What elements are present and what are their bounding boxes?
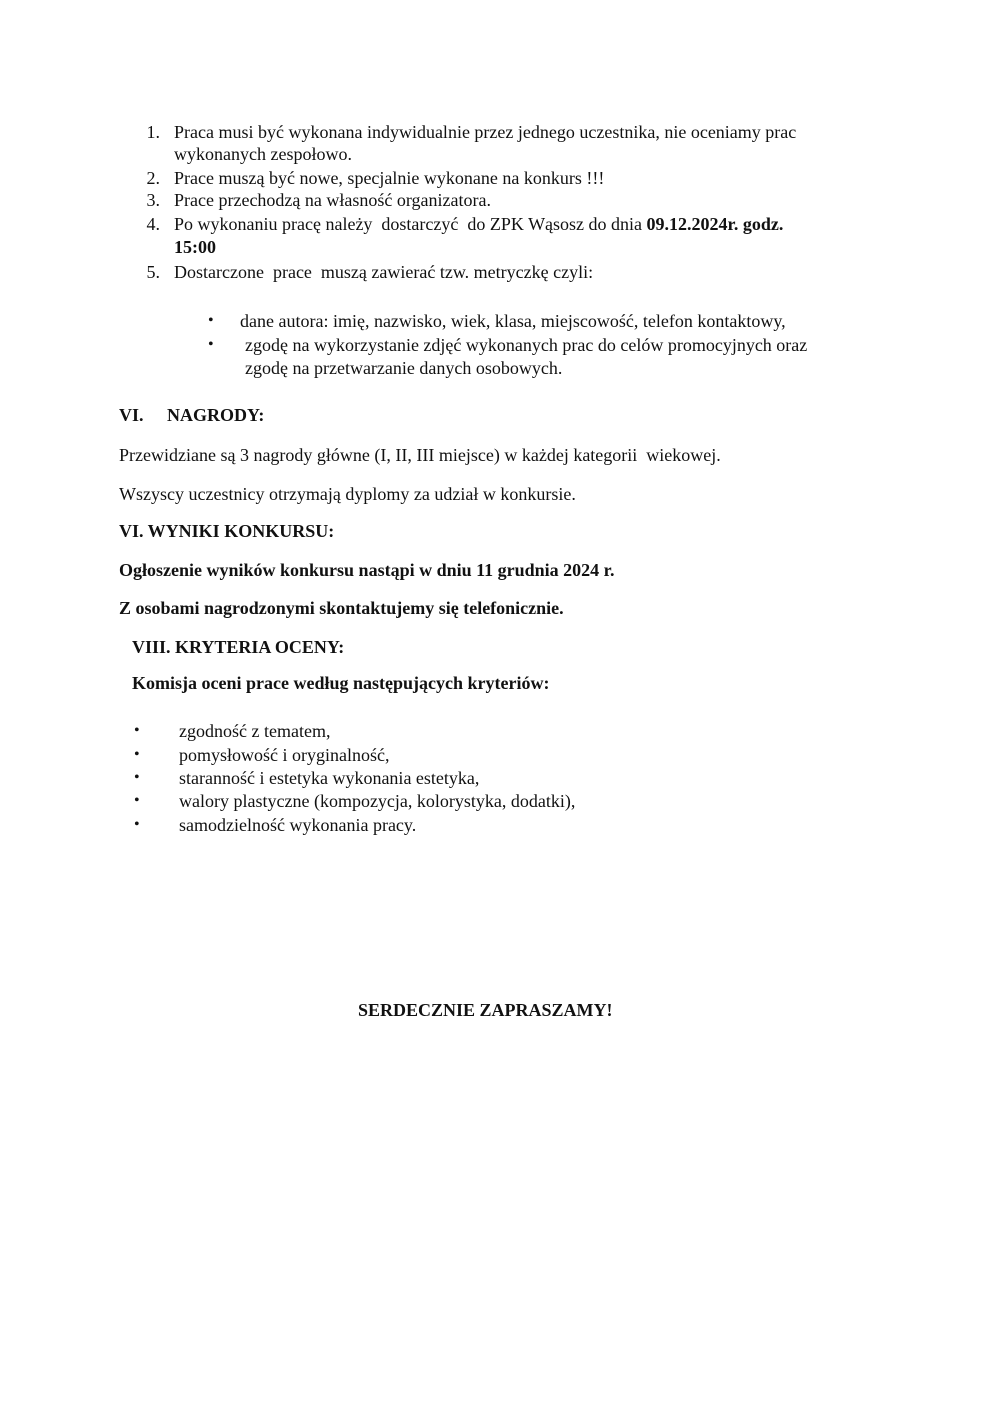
bullet-text: zgodę na wykorzystanie zdjęć wykonanych prac do celów promocyjnych oraz	[245, 335, 808, 355]
bullet-icon: •	[134, 722, 140, 739]
closing-invitation: SERDECZNIE ZAPRASZAMY!	[358, 1000, 613, 1020]
section-title-wyniki: VI. WYNIKI KONKURSU:	[119, 521, 335, 541]
bullet-icon: •	[134, 792, 140, 809]
rule-number: 5.	[146, 262, 160, 282]
rule-text-continued: wykonanych zespołowo.	[174, 144, 352, 164]
rule-number: 2.	[146, 168, 160, 188]
kryteria-item: samodzielność wykonania pracy.	[179, 815, 417, 835]
bullet-icon: •	[134, 769, 140, 786]
rule-text: Prace muszą być nowe, specjalnie wykonane na konkurs !!!	[174, 168, 605, 188]
kryteria-intro: Komisja oceni prace według następujących kryteriów:	[132, 673, 550, 693]
rule-text: Dostarczone prace muszą zawierać tzw. metryczkę czyli:	[174, 262, 594, 282]
bullet-text-continued: zgodę na przetwarzanie danych osobowych.	[245, 358, 563, 378]
nagrody-paragraph: Wszyscy uczestnicy otrzymają dyplomy za udział w konkursie.	[119, 484, 576, 504]
kryteria-item: zgodność z tematem,	[179, 721, 331, 741]
kryteria-item: pomysłowość i oryginalność,	[179, 745, 390, 765]
nagrody-paragraph: Przewidziane są 3 nagrody główne (I, II, III miejsce) w każdej kategorii wiekowej.	[119, 445, 721, 465]
rule-number: 1.	[146, 122, 160, 142]
rule-text: Prace przechodzą na własność organizatora.	[174, 190, 492, 210]
section-title-nagrody: NAGRODY:	[167, 405, 265, 425]
deadline-date: 09.12.2024r. godz.	[646, 214, 784, 234]
section-number-nagrody: VI.	[119, 405, 144, 425]
kryteria-item: walory plastyczne (kompozycja, kolorystyka, dodatki),	[179, 791, 576, 811]
section-title-kryteria: VIII. KRYTERIA OCENY:	[132, 637, 345, 657]
rule-text	[174, 213, 783, 235]
bullet-icon: •	[134, 746, 140, 763]
bullet-icon: •	[134, 816, 140, 833]
rule-text: Praca musi być wykonana indywidualnie przez jednego uczestnika, nie oceniamy prac	[174, 122, 797, 142]
wyniki-announcement: Ogłoszenie wyników konkursu nastąpi w dniu 11 grudnia 2024 r.	[119, 560, 615, 580]
bullet-icon: •	[208, 312, 214, 329]
wyniki-contact-note: Z osobami nagrodzonymi skontaktujemy się telefonicznie.	[119, 598, 564, 618]
bullet-text: dane autora: imię, nazwisko, wiek, klasa, miejscowość, telefon kontaktowy,	[240, 311, 786, 331]
rule-number: 4.	[146, 214, 160, 234]
rule-number: 3.	[146, 190, 160, 210]
deadline-time: 15:00	[174, 237, 216, 257]
kryteria-item: staranność i estetyka wykonania estetyka,	[179, 768, 480, 788]
bullet-icon: •	[208, 336, 214, 353]
rule-text-plain: Po wykonaniu pracę należy dostarczyć do ZPK Wąsosz do dnia	[174, 214, 647, 234]
